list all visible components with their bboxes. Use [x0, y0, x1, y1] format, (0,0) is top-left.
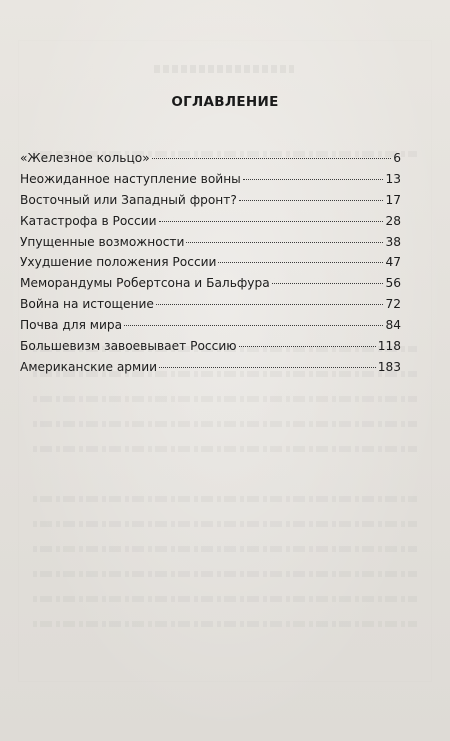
toc-page-number: 183: [377, 359, 401, 374]
dot-leader: [239, 346, 376, 347]
toc-entry-title: Ухудшение положения России: [20, 255, 217, 270]
dot-leader: [243, 179, 384, 180]
show-through-heading: [154, 65, 294, 73]
show-through-line: [33, 546, 417, 552]
toc-entry[interactable]: [20, 193, 401, 214]
toc-entry-title: Упущенные возможности: [20, 234, 185, 249]
toc-entry[interactable]: [20, 235, 401, 256]
show-through-line: [33, 571, 417, 577]
show-through-line: [33, 496, 417, 502]
toc-entry[interactable]: [20, 172, 401, 193]
dot-leader: [159, 221, 384, 222]
toc-entry[interactable]: [20, 297, 401, 318]
show-through-line: [33, 396, 417, 402]
toc-entry-title: Почва для мира: [20, 318, 123, 333]
toc-page-number: 28: [385, 213, 401, 228]
dot-leader: [159, 367, 376, 368]
toc-page-number: 17: [385, 192, 401, 207]
toc-entry[interactable]: [20, 214, 401, 235]
toc-page-number: 118: [377, 339, 401, 354]
show-through-line: [33, 421, 417, 427]
toc-page-number: 13: [385, 171, 401, 186]
toc-entry-title: Война на истощение: [20, 297, 154, 312]
dot-leader: [124, 325, 383, 326]
toc-entry[interactable]: [20, 255, 401, 276]
show-through-line: [33, 521, 417, 527]
toc-entry-title: Восточный или Западный фронт?: [20, 192, 237, 207]
dot-leader: [152, 158, 392, 159]
dot-leader: [272, 283, 384, 284]
toc-page-number: 6: [393, 151, 401, 165]
toc-entry[interactable]: [20, 318, 401, 339]
show-through-line: [33, 446, 417, 452]
toc-page-number: 38: [385, 234, 401, 249]
toc-page-number: 84: [385, 318, 401, 333]
dot-leader: [218, 262, 383, 263]
toc-entry-title: Катастрофа в России: [20, 213, 157, 228]
toc-entry[interactable]: [20, 360, 401, 381]
toc-page-number: 47: [385, 255, 401, 270]
show-through-line: [33, 596, 417, 602]
toc-entry[interactable]: [20, 339, 401, 360]
table-of-contents: [20, 151, 401, 381]
toc-page-number: 72: [385, 297, 401, 312]
toc-entry-title: Большевизм завоевывает Россию: [20, 339, 237, 354]
toc-entry-title: Неожиданное наступление войны: [20, 171, 241, 186]
toc-entry-title: Меморандумы Робертсона и Бальфура: [20, 276, 270, 291]
toc-entry-title: Американские армии: [20, 359, 158, 374]
toc-entry-title: «Железное кольцо»: [20, 151, 150, 165]
contents-heading: ОГЛАВЛЕНИЕ: [171, 94, 279, 110]
toc-entry[interactable]: [20, 276, 401, 297]
toc-entry[interactable]: [20, 151, 401, 172]
dot-leader: [239, 200, 384, 201]
dot-leader: [156, 304, 384, 305]
show-through-line: [33, 621, 417, 627]
toc-page-number: 56: [385, 276, 401, 291]
dot-leader: [186, 242, 383, 243]
